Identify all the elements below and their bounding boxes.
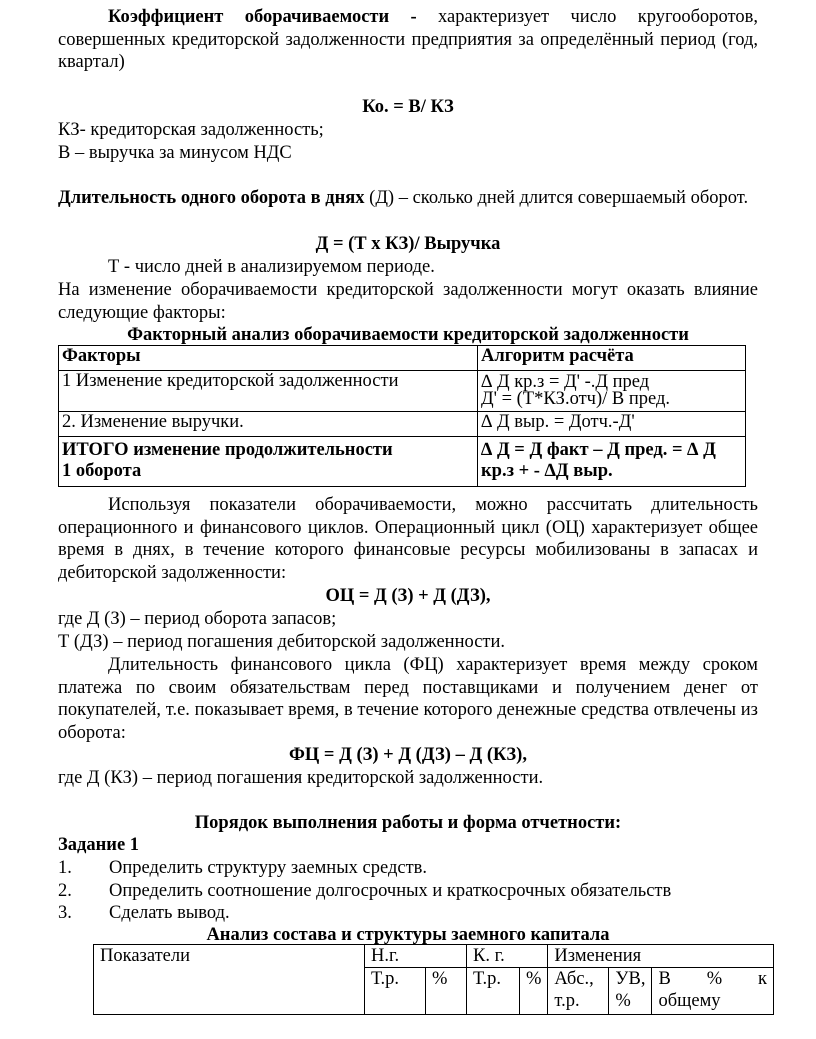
factor-table-title: Факторный анализ оборачиваемости кредиторской задолженности <box>127 325 689 345</box>
list-item <box>58 857 758 880</box>
turnover-ratio-definition: характеризует число кругооборотов, совершенных кредиторской задолженности предприятия за определённый период (год, квартал) <box>58 7 758 73</box>
table-header-row <box>59 346 746 371</box>
financial-cycle-formula: ФЦ = Д (З) + Д (ДЗ) – Д (КЗ), <box>289 745 527 765</box>
total-algorithm-line: ∆ Д = Д факт – Д пред. = ∆ Д <box>481 440 716 460</box>
factor-cell: 1 Изменение кредиторской задолженности <box>59 371 478 412</box>
turnover-ratio-term: Коэффициент оборачиваемости - <box>108 7 417 27</box>
header-start-year: Н.г. <box>365 945 467 968</box>
task-title: Задание 1 <box>58 835 140 855</box>
procedure-heading: Порядок выполнения работы и форма отчетности: <box>194 813 622 833</box>
list-item-number: 2. <box>58 880 72 901</box>
algorithm-cell: ∆ Д выр. = Дотч.-Д' <box>478 412 746 437</box>
table-row <box>59 412 746 437</box>
table-row <box>59 371 746 412</box>
subheader-absolute <box>548 968 609 1015</box>
kz-definition: КЗ- кредиторская задолженность; <box>58 120 324 140</box>
subheader-tr-end: Т.р. <box>467 968 520 1015</box>
algorithm-line: Д' = (Т*КЗ.отч)/ В пред. <box>481 389 671 409</box>
borrowed-capital-table <box>93 944 774 1015</box>
subheader-line <box>658 968 767 990</box>
turnover-duration-term: Длительность одного оборота в днях <box>58 188 365 208</box>
header-algorithm: Алгоритм расчёта <box>478 346 746 371</box>
duration-formula: Д = (Т х КЗ)/ Выручка <box>315 234 501 254</box>
header-changes: Изменения <box>548 945 774 968</box>
list-item-text: Определить соотношение долгосрочных и краткосрочных обязательств <box>109 880 672 901</box>
total-factor-line: 1 оборота <box>62 461 142 481</box>
where-receivables: Т (ДЗ) – период погашения дебиторской задолженности. <box>58 632 506 652</box>
t-definition: Т - число дней в анализируемом периоде. <box>108 257 435 277</box>
table-row-total <box>59 437 746 487</box>
turnover-ratio-formula: Ко. = В/ КЗ <box>362 97 454 117</box>
operating-cycle-paragraph: Используя показатели оборачиваемости, можно рассчитать длительность операционного и финансового циклов. Операционный цикл (ОЦ) характеризует общее время в днях, в течение которого финансовые ресурсы мобилизованы в запасах и дебиторской задолженности: <box>58 495 758 583</box>
list-item-number: 1. <box>58 858 72 878</box>
subheader-pct-start: % <box>426 968 467 1015</box>
total-factor-cell <box>59 437 478 487</box>
turnover-duration-definition: (Д) – сколько дней длится совершаемый оборот. <box>364 188 749 208</box>
header-indicators: Показатели <box>94 945 365 1015</box>
algorithm-cell <box>478 371 746 412</box>
subheader-word: % <box>706 969 723 989</box>
subheader-line: Абс., <box>554 969 594 989</box>
total-factor-line: ИТОГО изменение продолжительности <box>62 440 393 460</box>
structure-table-title: Анализ состава и структуры заемного капитала <box>206 925 610 945</box>
list-item-number: 3. <box>58 903 72 924</box>
subheader-pct-end: % <box>520 968 548 1015</box>
turnover-duration-paragraph <box>58 187 758 210</box>
list-item <box>58 880 758 903</box>
subheader-word: к <box>758 969 767 989</box>
operating-cycle-formula: ОЦ = Д (З) + Д (ДЗ), <box>325 586 491 606</box>
where-payables: где Д (КЗ) – период погашения кредиторской задолженности. <box>58 768 544 788</box>
factor-cell: 2. Изменение выручки. <box>59 412 478 437</box>
list-item <box>58 902 758 925</box>
subheader-line: % <box>615 991 631 1011</box>
subheader-line: т.р. <box>554 991 580 1011</box>
v-definition: В – выручка за минусом НДС <box>58 143 292 163</box>
subheader-total-share <box>652 968 774 1015</box>
subheader-tr-start: Т.р. <box>365 968 426 1015</box>
list-item-text: Сделать вывод. <box>109 903 230 924</box>
subheader-share <box>609 968 652 1015</box>
task-list <box>58 857 758 925</box>
turnover-ratio-paragraph <box>58 6 758 74</box>
financial-cycle-paragraph: Длительность финансового цикла (ФЦ) характеризует время между сроком платежа по своим обязательствам перед поставщиками и получением денег от покупателей, т.е. показывает время, в течение которого денежные средства отвлечены из оборота: <box>58 655 758 743</box>
subheader-line: УВ, <box>615 969 646 989</box>
total-algorithm-line: кр.з + - ∆Д выр. <box>481 461 613 481</box>
total-algorithm-cell <box>478 437 746 487</box>
subheader-line: общему <box>658 991 721 1011</box>
factor-analysis-table <box>58 345 746 487</box>
algorithm-line: ∆ Д кр.з = Д' -.Д пред <box>481 372 650 392</box>
header-factors: Факторы <box>59 346 478 371</box>
header-end-year: К. г. <box>467 945 548 968</box>
list-item-text: Определить структуру заемных средств. <box>109 858 428 878</box>
subheader-word: В <box>658 969 671 989</box>
where-inventory: где Д (З) – период оборота запасов; <box>58 609 337 629</box>
factors-intro: На изменение оборачиваемости кредиторской задолженности могут оказать влияние следующие факторы: <box>58 280 758 323</box>
table-header-row <box>94 945 774 968</box>
